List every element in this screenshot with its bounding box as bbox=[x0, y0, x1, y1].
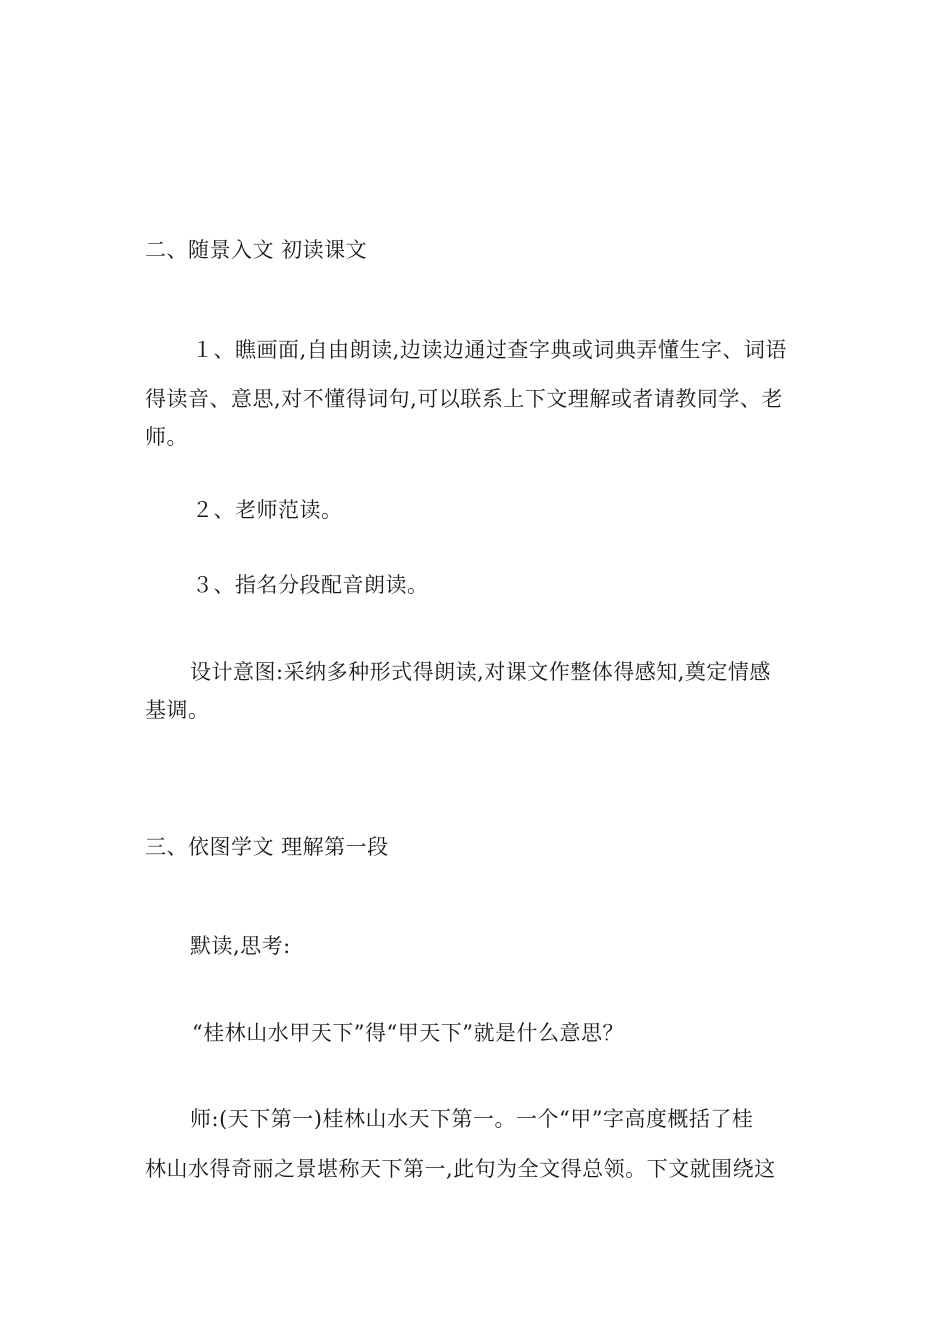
section-3-heading: 三、依图学文 理解第一段 bbox=[145, 835, 389, 859]
item-1-line-3: 师。 bbox=[145, 425, 188, 449]
item-1-line-2: 得读音、意思,对不懂得词句,可以联系上下文理解或者请教同学、老 bbox=[145, 387, 783, 411]
answer-line-1: 师:(天下第一)桂林山水天下第一。一个“甲”字高度概括了桂 bbox=[190, 1107, 754, 1131]
design-intent-line-1: 设计意图:采纳多种形式得朗读,对课文作整体得感知,奠定情感 bbox=[190, 660, 771, 684]
question: “桂林山水甲天下”得“甲天下”就是什么意思？ bbox=[192, 1021, 624, 1045]
instruction: 默读,思考: bbox=[190, 934, 291, 958]
answer-line-2: 林山水得奇丽之景堪称天下第一,此句为全文得总领。下文就围绕这 bbox=[145, 1157, 776, 1181]
design-intent-line-2: 基调。 bbox=[145, 698, 210, 722]
item-3: ３、指名分段配音朗读。 bbox=[192, 573, 429, 597]
item-1-line-1: １、瞧画面,自由朗读,边读边通过查字典或词典弄懂生字、词语 bbox=[192, 338, 787, 362]
section-2-heading: 二、随景入文 初读课文 bbox=[145, 238, 368, 262]
item-2: ２、老师范读。 bbox=[192, 498, 343, 522]
